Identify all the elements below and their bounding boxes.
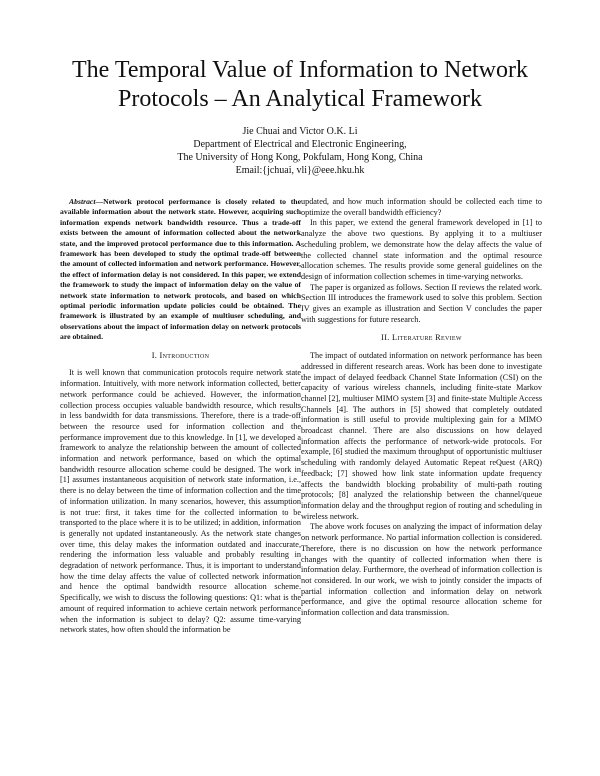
section-heading-introduction: I. Introduction [151,350,210,360]
abstract-text: —Network protocol performance is closely related to the available information about the network state. However, acquiring such information expends network bandwidth resource. Thus a trade-off exists between the amount of information collected about the network state, and the improved protocol performance due to this information. A framework has been developed to study the optimal trade-off between the amount of collected information and network performance. However, the effect of information delay is not considered. In this paper, we extend the framework to study the impact of information delay on the value of network state information to network protocols, and based on which optimal periodic information update policies could be obtained. The framework is illustrated by an example of multiuser scheduling, and observations about the impact of information delay on network protocols are obtained. [60,197,301,342]
intro-paragraph-continued: updated, and how much information should be collected each time to optimize the overall bandwidth efficiency? [301,197,542,217]
paper-title [40,56,560,114]
literature-paragraph-2: The above work focuses on analyzing the impact of information delay on network performance. No partial information collection is considered. Therefore, there is no discussion on how the network performance changes with the quantity of collected information when there is information delay. Furthermore, the overhead of information collection is not considered. In our work, we wish to jointly consider the impacts of partial information collection and information delay on network performance, and give the optimal resource allocation scheme for information collection and data transmission. [301,522,542,618]
intro-paragraph-3: The paper is organized as follows. Section II reviews the related work. Section III introduces the framework used to solve this problem. Section IV gives an example as illustration and Section V concludes the paper with suggestions for future research. [301,282,542,324]
left-column [60,197,301,636]
abstract-label: Abstract [69,197,96,206]
department: Department of Electrical and Electronic Engineering, [193,139,407,150]
title-line-1: The Temporal Value of Information to Network [72,57,528,83]
right-column [301,197,542,619]
literature-paragraph-1: The impact of outdated information on network performance has been addressed in different research areas. Work has been done to investigate the impact of delayed feedback Channel State Information (CSI) on the capacity of various wireless channels, including finite-state Markov channel [2], multiuser MIMO system [3] and finite-state Multiple Access Channels [4]. The authors in [5] showed that completely outdated information is still useful to provide multiplexing gain for a MIMO broadcast channel. There are also discussions on how delayed information affects the performance of network-wide protocols. For example, [6] studied the maximum throughput of opportunistic multiuser scheduling with randomly delayed Automatic Repeat reQuest (ARQ) feedback; [7] showed how link state information update frequency affects the bandwidth blocking probability of multi-path routing protocols; [8] analyzed the relationship between the channel/queue information delay and the throughput region of routing and scheduling in wireless network. [301,351,542,521]
authors: Jie Chuai and Victor O.K. Li [242,126,358,137]
author-block [40,125,560,177]
intro-paragraph-1: It is well known that communication protocols require network state information. Intuitively, with more network information collected, better network performance could be achieved. However, the information collection process occupies valuable bandwidth resource, which results in less bandwidth for data transmissions. Therefore, there is a trade-off between the resource used for information collection and the performance improvement due to this knowledge. In [1], we developed a framework to analyze the relationship between the amount of collected information and network performance, based on which the optimal bandwidth resource allocation scheme could be designed. The work in [1] assumes instantaneous acquisition of network state information, i.e., there is no delay between the time of information collection and the time of information utilization. In many scenarios, however, this assumption is not true: first, it takes time for the collected information to be transported to the place where it is to be utilized; in addition, information is generally not updated instantaneously. As the network state changes over time, this delay makes the information outdated and inaccurate, rendering the information less valuable and probably resulting in degradation of network performance. Thus, it is important to understand how the time delay affects the value of collected network information and hence the optimal bandwidth resource allocation scheme. Specifically, we wish to discuss the following questions: Q1: what is the amount of required information to achieve certain network performance when the information is subject to delay? Q2: assume time-varying network states, how often should the information be [60,368,301,635]
abstract [60,197,301,343]
intro-paragraph-2: In this paper, we extend the general framework developed in [1] to analyze the above two questions. By applying it to a multiuser scheduling problem, we demonstrate how the delay affects the value of the collected channel state information and the optimal resource allocation schemes. The results provide some general guidelines on the design of information collection schemes in time-varying networks. [301,218,542,281]
university: The University of Hong Kong, Pokfulam, Hong Kong, China [177,152,423,163]
title-line-2: Protocols – An Analytical Framework [118,86,482,112]
section-heading-literature-review: II. Literature Review [381,333,462,343]
email: Email:{jchuai, vli}@eee.hku.hk [235,165,365,176]
